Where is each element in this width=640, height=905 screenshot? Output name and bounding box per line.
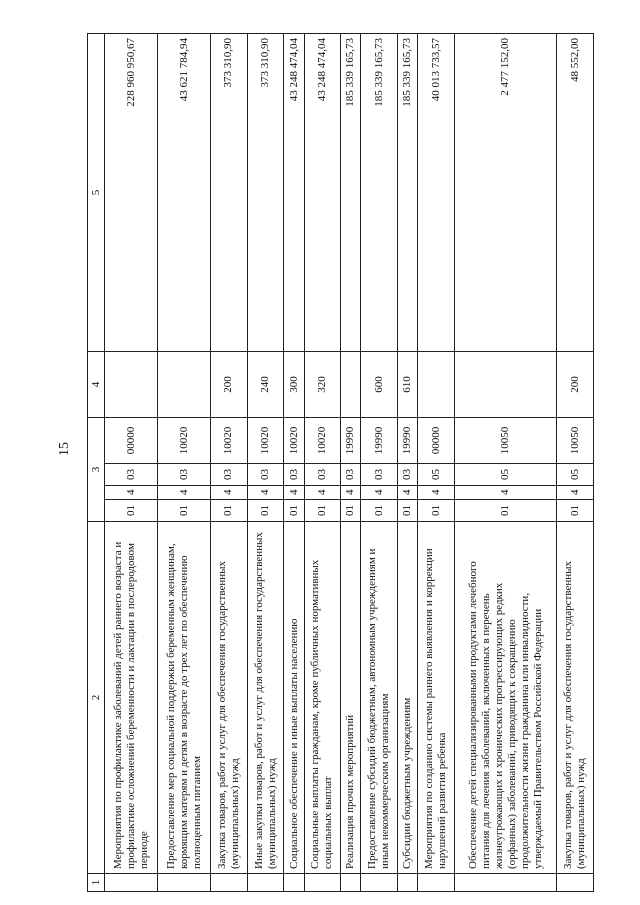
table-row xyxy=(454,34,556,892)
code-part-1: 01 xyxy=(211,500,248,522)
code-part-2: 4 xyxy=(454,486,556,500)
header-col-5: 5 xyxy=(88,34,105,352)
table-row xyxy=(341,34,361,892)
code-part-3: 03 xyxy=(211,464,248,486)
expense-type xyxy=(454,352,556,418)
cell-empty xyxy=(211,874,248,892)
amount: 2 477 152,00 xyxy=(454,34,556,352)
code-part-1: 01 xyxy=(361,500,398,522)
expense-type: 300 xyxy=(284,352,304,418)
code-part-2: 4 xyxy=(304,486,341,500)
amount: 43 621 784,94 xyxy=(158,34,211,352)
row-name: Реализация прочих мероприятий xyxy=(341,522,361,874)
code-part-4: 19990 xyxy=(341,418,361,464)
code-part-2: 4 xyxy=(361,486,398,500)
code-part-4: 10020 xyxy=(247,418,284,464)
code-part-2: 4 xyxy=(398,486,418,500)
code-part-4: 10020 xyxy=(284,418,304,464)
code-part-2: 4 xyxy=(211,486,248,500)
header-col-2: 2 xyxy=(88,522,105,874)
expense-type: 320 xyxy=(304,352,341,418)
code-part-3: 05 xyxy=(557,464,594,486)
cell-empty xyxy=(398,874,418,892)
code-part-2: 4 xyxy=(341,486,361,500)
code-part-1: 01 xyxy=(557,500,594,522)
amount: 373 310,90 xyxy=(211,34,248,352)
code-part-3: 03 xyxy=(284,464,304,486)
cell-empty xyxy=(361,874,398,892)
cell-empty xyxy=(341,874,361,892)
code-part-1: 01 xyxy=(454,500,556,522)
amount: 43 248 474,04 xyxy=(284,34,304,352)
expense-type xyxy=(105,352,158,418)
code-part-1: 01 xyxy=(158,500,211,522)
code-part-1: 01 xyxy=(418,500,455,522)
expense-type xyxy=(418,352,455,418)
code-part-2: 4 xyxy=(418,486,455,500)
row-name: Социальное обеспечение и иные выплаты населению xyxy=(284,522,304,874)
cell-empty xyxy=(557,874,594,892)
row-name: Обеспечение детей специализированными продуктами лечебного питания для лечения заболеваний, включенных в перечень жизнеугрожающих и хронических прогрессирующих редких (орфанных) заболеваний, приводящих к сокращению продолжительности жизни гражданина или инвалидности, утверждаемый Правительством Российской Федерации xyxy=(454,522,556,874)
code-part-4: 10020 xyxy=(158,418,211,464)
row-name: Предоставление субсидий бюджетным, автономным учреждениям и иным некоммерческим организациям xyxy=(361,522,398,874)
cell-empty xyxy=(105,874,158,892)
cell-empty xyxy=(158,874,211,892)
code-part-3: 05 xyxy=(454,464,556,486)
row-name: Иные закупки товаров, работ и услуг для обеспечения государственных (муниципальных) нужд xyxy=(247,522,284,874)
amount: 228 960 950,67 xyxy=(105,34,158,352)
expense-type: 240 xyxy=(247,352,284,418)
header-col-3: 3 xyxy=(88,418,105,522)
row-name: Предоставление мер социальной поддержки беременным женщинам, кормящим матерям и детям в возрасте до трех лет по обеспечению полноценным питанием xyxy=(158,522,211,874)
amount: 185 339 165,73 xyxy=(341,34,361,352)
code-part-3: 03 xyxy=(398,464,418,486)
code-part-4: 10050 xyxy=(454,418,556,464)
table-row xyxy=(247,34,284,892)
code-part-1: 01 xyxy=(284,500,304,522)
code-part-2: 4 xyxy=(105,486,158,500)
page-number: 15 xyxy=(57,442,72,456)
table-row xyxy=(105,34,158,892)
code-part-3: 03 xyxy=(304,464,341,486)
header-col-4: 4 xyxy=(88,352,105,418)
code-part-1: 01 xyxy=(304,500,341,522)
amount: 373 310,90 xyxy=(247,34,284,352)
code-part-4: 10020 xyxy=(211,418,248,464)
row-name: Мероприятия по профилактике заболеваний детей раннего возраста и профилактике осложнений беременности и лактации в послеродовом периоде xyxy=(105,522,158,874)
expense-type: 200 xyxy=(211,352,248,418)
budget-table xyxy=(87,33,594,892)
table-row xyxy=(211,34,248,892)
code-part-1: 01 xyxy=(247,500,284,522)
amount: 43 248 474,04 xyxy=(304,34,341,352)
cell-empty xyxy=(418,874,455,892)
cell-empty xyxy=(304,874,341,892)
cell-empty xyxy=(247,874,284,892)
amount: 40 013 733,57 xyxy=(418,34,455,352)
code-part-3: 03 xyxy=(158,464,211,486)
cell-empty xyxy=(454,874,556,892)
table-row xyxy=(158,34,211,892)
expense-type xyxy=(341,352,361,418)
table-row xyxy=(557,34,594,892)
code-part-3: 03 xyxy=(361,464,398,486)
table-row xyxy=(398,34,418,892)
row-name: Субсидии бюджетным учреждениям xyxy=(398,522,418,874)
expense-type: 600 xyxy=(361,352,398,418)
table-row xyxy=(418,34,455,892)
code-part-2: 4 xyxy=(284,486,304,500)
table-container xyxy=(87,34,594,892)
code-part-4: 19990 xyxy=(361,418,398,464)
code-part-4: 00000 xyxy=(105,418,158,464)
code-part-3: 05 xyxy=(418,464,455,486)
row-name: Мероприятия по созданию системы раннего выявления и коррекции нарушений развития ребенка xyxy=(418,522,455,874)
row-name: Закупка товаров, работ и услуг для обеспечения государственных (муниципальных) нужд xyxy=(211,522,248,874)
code-part-2: 4 xyxy=(557,486,594,500)
table-row xyxy=(284,34,304,892)
code-part-3: 03 xyxy=(341,464,361,486)
code-part-4: 19990 xyxy=(398,418,418,464)
expense-type xyxy=(158,352,211,418)
code-part-4: 00000 xyxy=(418,418,455,464)
code-part-3: 03 xyxy=(247,464,284,486)
row-name: Закупка товаров, работ и услуг для обеспечения государственных (муниципальных) нужд xyxy=(557,522,594,874)
expense-type: 200 xyxy=(557,352,594,418)
code-part-4: 10020 xyxy=(304,418,341,464)
expense-type: 610 xyxy=(398,352,418,418)
code-part-3: 03 xyxy=(105,464,158,486)
cell-empty xyxy=(284,874,304,892)
amount: 185 339 165,73 xyxy=(361,34,398,352)
code-part-2: 4 xyxy=(158,486,211,500)
code-part-1: 01 xyxy=(105,500,158,522)
code-part-2: 4 xyxy=(247,486,284,500)
table-row xyxy=(304,34,341,892)
code-part-4: 10050 xyxy=(557,418,594,464)
code-part-1: 01 xyxy=(341,500,361,522)
header-col-1: 1 xyxy=(88,874,105,892)
table-row xyxy=(361,34,398,892)
amount: 48 552,00 xyxy=(557,34,594,352)
header-row xyxy=(88,34,105,892)
amount: 185 339 165,73 xyxy=(398,34,418,352)
row-name: Социальные выплаты гражданам, кроме публичных нормативных социальных выплат xyxy=(304,522,341,874)
code-part-1: 01 xyxy=(398,500,418,522)
